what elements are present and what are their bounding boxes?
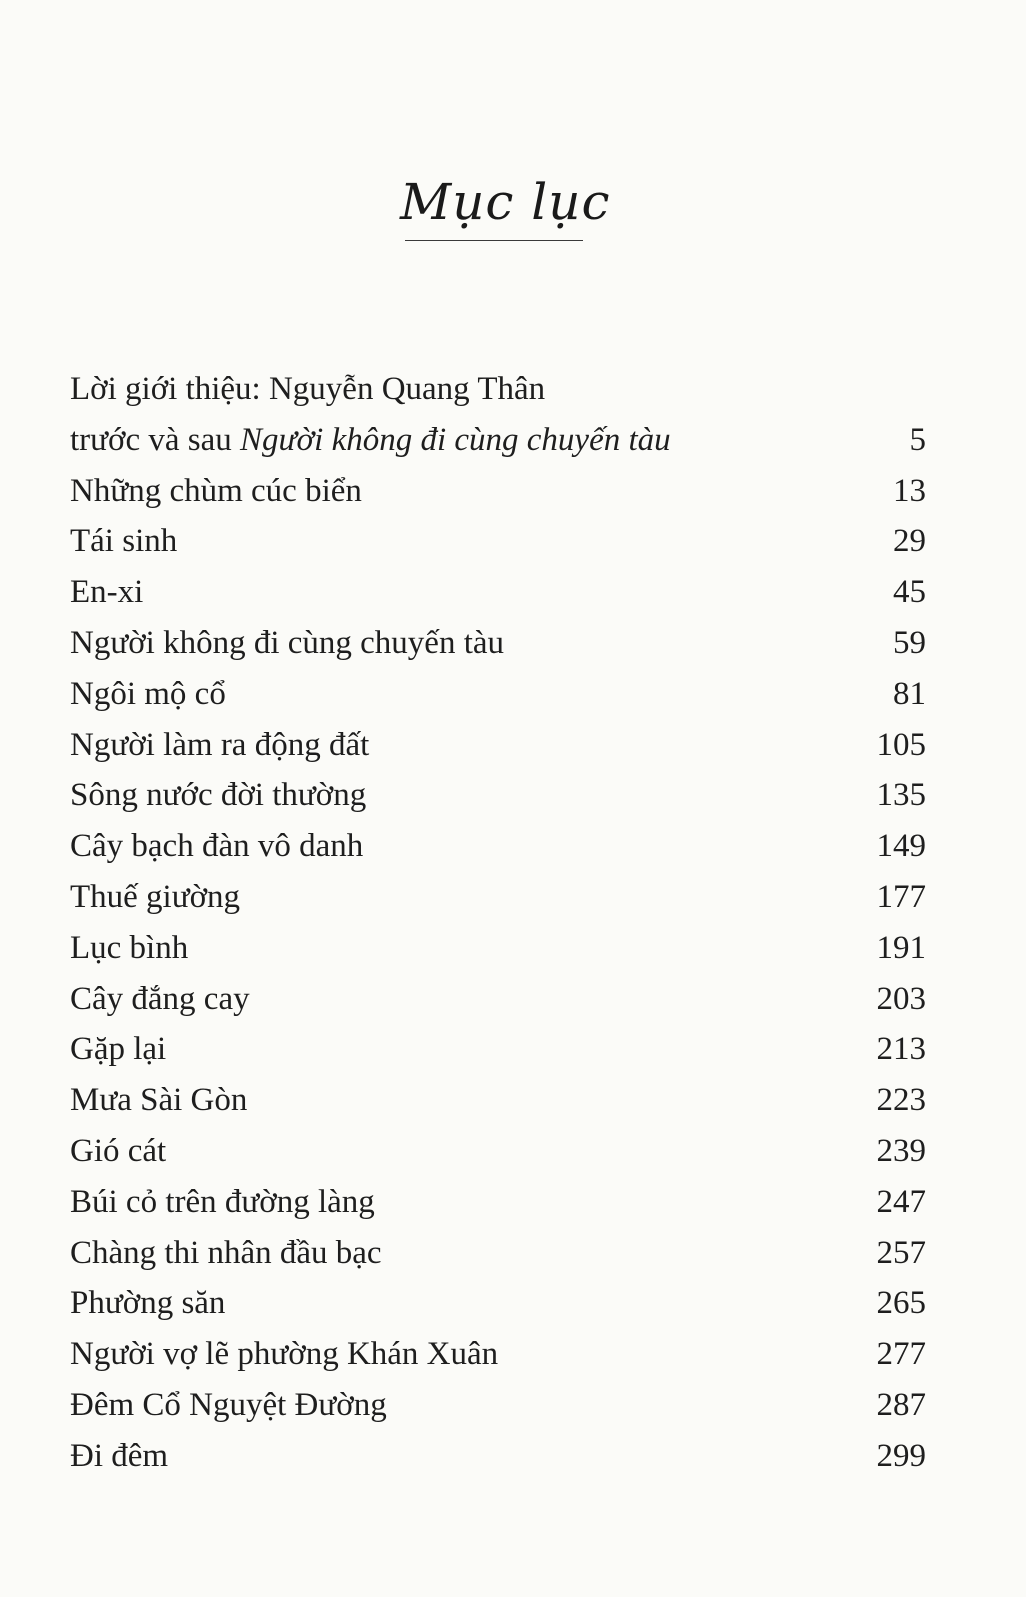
toc-entry: [70, 466, 926, 517]
title-block: [0, 172, 1026, 252]
toc-entry: [70, 872, 926, 923]
toc-intro-line-2: [70, 415, 926, 466]
toc-entry-title: Người không đi cùng chuyến tàu: [70, 624, 505, 661]
toc-entry: [70, 516, 926, 567]
toc-entry-title: [70, 415, 671, 466]
toc-intro-italic-title: Người không đi cùng chuyến tàu: [240, 421, 671, 458]
toc-entry-page: 257: [876, 1234, 926, 1271]
toc-entry-page: 29: [893, 523, 926, 560]
toc-entry-page: 13: [893, 472, 926, 509]
toc-entry-page: 177: [876, 878, 926, 915]
toc-entry-title: Gió cát: [70, 1132, 167, 1169]
title-underline: [405, 240, 583, 241]
toc-entry-title: Chàng thi nhân đầu bạc: [70, 1234, 382, 1271]
toc-entry-title: Lời giới thiệu: Nguyễn Quang Thân: [70, 371, 546, 407]
toc-entry-title: Tái sinh: [70, 523, 178, 560]
toc-entry: [70, 567, 926, 618]
toc-entry-title: Đi đêm: [70, 1437, 169, 1474]
toc-entry-page: 223: [876, 1082, 926, 1119]
toc-entry: [70, 821, 926, 872]
toc-entry-page: 247: [876, 1183, 926, 1220]
toc-entry-title: Sông nước đời thường: [70, 777, 367, 814]
toc-entry: [70, 1329, 926, 1380]
toc-entry: [70, 770, 926, 821]
toc-entry: [70, 1278, 926, 1329]
toc-entry: [70, 669, 926, 720]
toc-entry-page: 135: [876, 777, 926, 814]
toc-entry-title: Ngôi mộ cổ: [70, 675, 226, 712]
toc-entry-page: 191: [876, 929, 926, 966]
toc-entry-page: 45: [893, 574, 926, 611]
toc-entry: [70, 618, 926, 669]
toc-entry-page: 203: [876, 980, 926, 1017]
toc-entry-title: Mưa Sài Gòn: [70, 1082, 248, 1119]
toc-entry: [70, 923, 926, 974]
toc-entry-page: 59: [893, 624, 926, 661]
toc-entry-title: Búi cỏ trên đường làng: [70, 1183, 375, 1220]
toc-entry-page: 239: [876, 1132, 926, 1169]
toc-entry-title: Người làm ra động đất: [70, 726, 370, 763]
toc-intro-line-1: [70, 364, 926, 415]
table-of-contents: [70, 364, 926, 1482]
toc-entry: [70, 720, 926, 771]
toc-entry-page: 213: [876, 1031, 926, 1068]
toc-entry: [70, 1380, 926, 1431]
page-title: Mục lục: [400, 173, 611, 231]
toc-entry: [70, 1024, 926, 1075]
toc-entry-page: 105: [876, 726, 926, 763]
toc-entry-page: 287: [876, 1386, 926, 1423]
toc-entry-title: Đêm Cổ Nguyệt Đường: [70, 1386, 387, 1423]
toc-intro-prefix: trước và sau: [70, 421, 241, 458]
toc-entry-page: 277: [876, 1336, 926, 1373]
toc-entry-page: 265: [876, 1285, 926, 1322]
toc-entry-page: 299: [876, 1437, 926, 1474]
toc-entry-page: 81: [893, 675, 926, 712]
toc-entry: [70, 1177, 926, 1228]
toc-entry: [70, 1431, 926, 1482]
toc-entry-page: 5: [909, 421, 926, 458]
toc-entry-title: Những chùm cúc biển: [70, 472, 362, 509]
toc-entry-title: Cây bạch đàn vô danh: [70, 828, 364, 865]
toc-entry: [70, 1126, 926, 1177]
toc-entry-title: Lục bình: [70, 929, 189, 966]
toc-entry-title: Gặp lại: [70, 1031, 167, 1068]
toc-entry-title: Thuế giường: [70, 878, 241, 915]
toc-entry: [70, 1075, 926, 1126]
toc-entry-title: En-xi: [70, 574, 144, 611]
toc-entry: [70, 1228, 926, 1279]
toc-entry-title: Cây đắng cay: [70, 980, 250, 1017]
toc-entry: [70, 974, 926, 1025]
toc-entry-title: Phường săn: [70, 1285, 226, 1322]
toc-entry-title: Người vợ lẽ phường Khán Xuân: [70, 1336, 499, 1373]
toc-entry-page: 149: [876, 828, 926, 865]
